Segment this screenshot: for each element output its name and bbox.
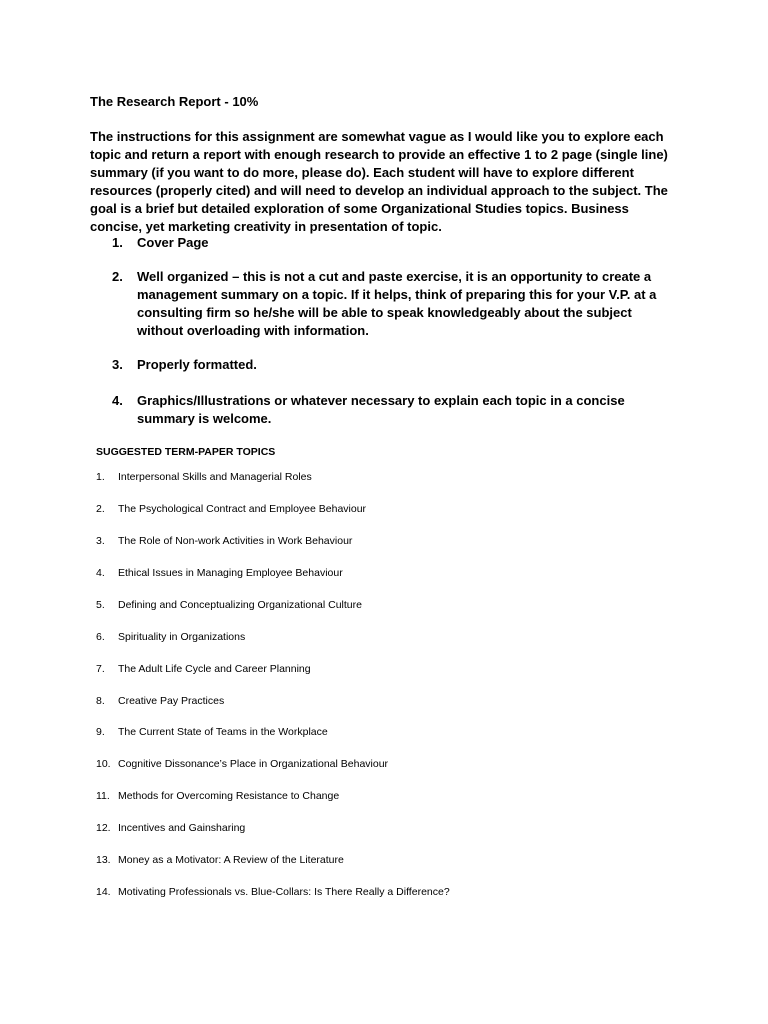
topic-number: 14. [96,886,111,898]
topic-text: Money as a Motivator: A Review of the Literature [118,854,344,866]
topic-number: 11. [96,790,110,802]
topic-item [96,502,366,516]
topic-item [96,534,352,548]
requirement-number: 1. [112,235,123,250]
requirement-item [112,234,672,252]
topic-number: 7. [96,663,105,675]
topic-number: 10. [96,758,111,770]
requirement-text: Cover Page [137,235,209,250]
topic-text: The Role of Non-work Activities in Work Behaviour [118,535,353,547]
topic-text: Methods for Overcoming Resistance to Change [118,790,340,802]
requirement-text: Graphics/Illustrations or whatever necessary to explain each topic in a concise summary is welcome. [137,393,625,426]
topic-number: 4. [96,567,105,579]
topic-number: 2. [96,503,105,515]
topic-item [96,885,450,899]
topic-item [96,470,312,484]
topic-text: Spirituality in Organizations [118,631,246,643]
requirement-text: Properly formatted. [137,357,257,372]
topic-number: 5. [96,599,105,611]
topic-text: Creative Pay Practices [118,695,225,707]
topic-text: Motivating Professionals vs. Blue-Collars: Is There Really a Difference? [118,886,450,898]
requirement-text: Well organized – this is not a cut and paste exercise, it is an opportunity to create a management summary on a topic. If it helps, think of preparing this for your V.P. at a consulting firm so he/she will be able to speak knowledgeably about the subject without overloading with information. [137,269,657,338]
requirement-number: 4. [112,393,123,408]
intro-paragraph: The instructions for this assignment are somewhat vague as I would like you to explore each topic and return a report with enough research to provide an effective 1 to 2 page (single line) summary (if you want to do more, please do). Each student will have to explore different resources (properly cited) and will need to develop an individual approach to the subject. The goal is a brief but detailed exploration of some Organizational Studies topics. Business concise, yet marketing creativity in presentation of topic. [90,129,668,234]
topic-text: Incentives and Gainsharing [118,822,246,834]
topic-item [96,821,245,835]
topic-item [96,630,245,644]
topic-text: Interpersonal Skills and Managerial Roles [118,471,312,483]
topic-item [96,789,339,803]
requirement-number: 3. [112,357,123,372]
topic-number: 3. [96,535,105,547]
topic-item [96,598,362,612]
topic-number: 1. [96,471,105,483]
topic-text: The Psychological Contract and Employee Behaviour [118,503,367,515]
document-title: The Research Report - 10% [90,94,259,109]
topics-heading: SUGGESTED TERM-PAPER TOPICS [96,446,276,458]
requirement-item [112,392,672,428]
topic-number: 12. [96,822,111,834]
topic-item [96,662,311,676]
topic-text: Defining and Conceptualizing Organizational Culture [118,599,362,611]
requirement-item [112,356,672,374]
requirement-number: 2. [112,269,123,284]
topic-text: The Adult Life Cycle and Career Planning [118,663,311,675]
topic-item [96,694,224,708]
topic-text: Cognitive Dissonance’s Place in Organizational Behaviour [118,758,389,770]
topic-number: 13. [96,854,111,866]
topic-item [96,853,344,867]
topic-number: 9. [96,726,105,738]
topic-item [96,757,388,771]
topic-number: 8. [96,695,105,707]
topic-text: Ethical Issues in Managing Employee Behaviour [118,567,343,579]
topic-text: The Current State of Teams in the Workplace [118,726,328,738]
topic-item [96,725,328,739]
requirement-item [112,268,672,340]
topic-number: 6. [96,631,105,643]
topic-item [96,566,343,580]
